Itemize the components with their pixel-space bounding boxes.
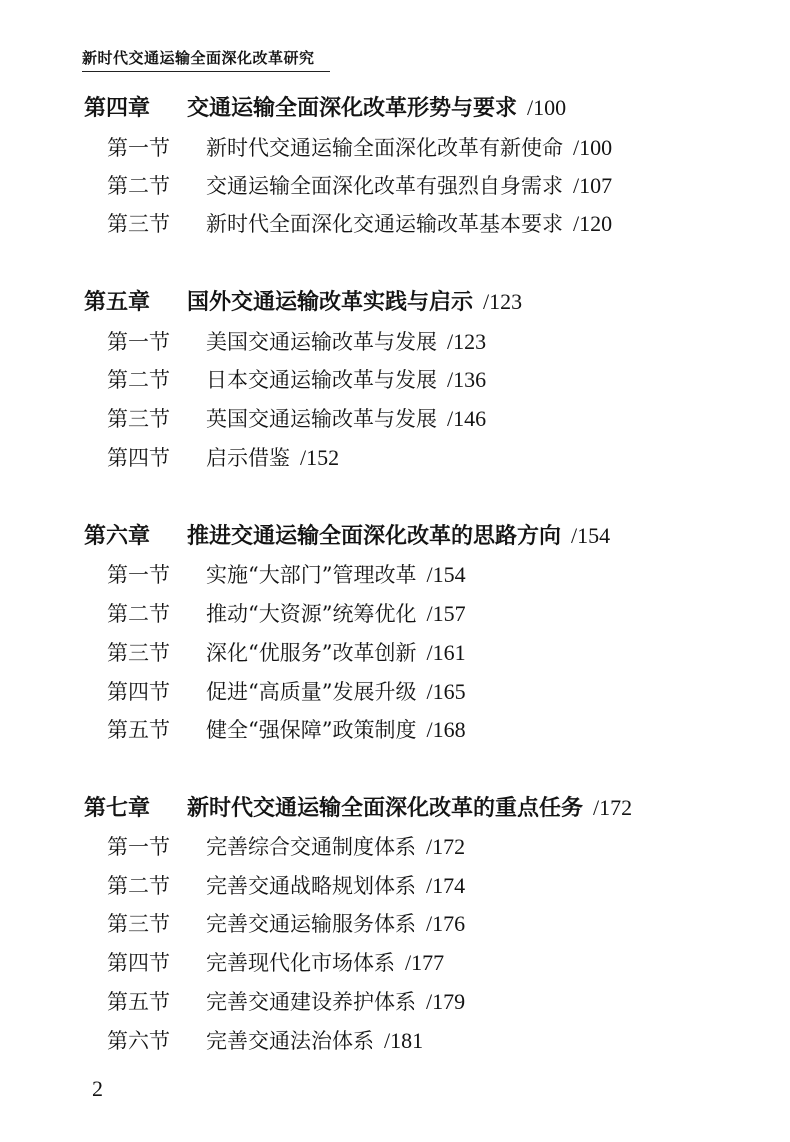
section-page-number: /157 bbox=[426, 601, 466, 626]
section-title: 完善交通战略规划体系 bbox=[206, 874, 416, 898]
toc-section[interactable] bbox=[107, 175, 612, 197]
toc-section[interactable] bbox=[107, 213, 612, 235]
section-label: 第三节 bbox=[107, 407, 170, 431]
chapter-label: 第六章 bbox=[84, 524, 151, 549]
section-page-number: /176 bbox=[426, 911, 466, 936]
section-title: 新时代全面深化交通运输改革基本要求 bbox=[206, 212, 563, 236]
toc-chapter-5[interactable] bbox=[84, 291, 522, 314]
section-title: 完善综合交通制度体系 bbox=[206, 835, 416, 859]
chapter-title: 交通运输全面深化改革形势与要求 bbox=[187, 96, 518, 121]
section-title: 日本交通运输改革与发展 bbox=[206, 368, 437, 392]
toc-section[interactable] bbox=[107, 952, 444, 974]
section-page-number: /161 bbox=[426, 640, 466, 665]
section-page-number: /120 bbox=[573, 211, 613, 236]
section-title: 深化“优服务”改革创新 bbox=[206, 641, 417, 665]
section-label: 第五节 bbox=[107, 718, 170, 742]
section-title: 促进“高质量”发展升级 bbox=[206, 680, 417, 704]
chapter-label: 第四章 bbox=[84, 96, 151, 121]
section-page-number: /172 bbox=[426, 834, 466, 859]
section-title: 交通运输全面深化改革有强烈自身需求 bbox=[206, 174, 563, 198]
section-page-number: /100 bbox=[573, 135, 613, 160]
section-title: 英国交通运输改革与发展 bbox=[206, 407, 437, 431]
chapter-title: 推进交通运输全面深化改革的思路方向 bbox=[187, 524, 562, 549]
chapter-page-number: /100 bbox=[527, 95, 567, 120]
toc-section[interactable] bbox=[107, 1030, 423, 1052]
section-page-number: /181 bbox=[384, 1028, 424, 1053]
section-title: 完善交通建设养护体系 bbox=[206, 990, 416, 1014]
section-page-number: /177 bbox=[405, 950, 445, 975]
running-head: 新时代交通运输全面深化改革研究 bbox=[82, 47, 330, 72]
section-label: 第一节 bbox=[107, 835, 170, 859]
section-label: 第三节 bbox=[107, 641, 170, 665]
toc-section[interactable] bbox=[107, 564, 466, 586]
section-label: 第四节 bbox=[107, 446, 170, 470]
toc-section[interactable] bbox=[107, 331, 486, 353]
section-label: 第二节 bbox=[107, 874, 170, 898]
toc-section[interactable] bbox=[107, 875, 465, 897]
section-page-number: /152 bbox=[300, 445, 340, 470]
section-title: 启示借鉴 bbox=[206, 446, 290, 470]
section-title: 推动“大资源”统筹优化 bbox=[206, 602, 417, 626]
section-label: 第三节 bbox=[107, 212, 170, 236]
section-title: 完善现代化市场体系 bbox=[206, 951, 395, 975]
section-page-number: /168 bbox=[426, 717, 466, 742]
section-page-number: /136 bbox=[447, 367, 487, 392]
section-page-number: /107 bbox=[573, 173, 613, 198]
chapter-page-number: /154 bbox=[571, 523, 611, 548]
toc-chapter-4[interactable] bbox=[84, 97, 566, 120]
chapter-title: 国外交通运输改革实践与启示 bbox=[187, 290, 474, 315]
chapter-label: 第七章 bbox=[84, 796, 151, 821]
toc-section[interactable] bbox=[107, 447, 339, 469]
toc-section[interactable] bbox=[107, 369, 486, 391]
section-page-number: /179 bbox=[426, 989, 466, 1014]
section-page-number: /165 bbox=[426, 679, 466, 704]
section-label: 第五节 bbox=[107, 990, 170, 1014]
section-page-number: /123 bbox=[447, 329, 487, 354]
section-label: 第六节 bbox=[107, 1029, 170, 1053]
toc-section[interactable] bbox=[107, 836, 465, 858]
section-label: 第二节 bbox=[107, 368, 170, 392]
chapter-page-number: /123 bbox=[483, 289, 523, 314]
section-title: 新时代交通运输全面深化改革有新使命 bbox=[206, 136, 563, 160]
section-page-number: /174 bbox=[426, 873, 466, 898]
section-label: 第一节 bbox=[107, 330, 170, 354]
toc-chapter-7[interactable] bbox=[84, 797, 632, 820]
toc-section[interactable] bbox=[107, 137, 612, 159]
page-number: 2 bbox=[92, 1076, 103, 1101]
toc-section[interactable] bbox=[107, 681, 466, 703]
chapter-title: 新时代交通运输全面深化改革的重点任务 bbox=[187, 796, 584, 821]
toc-section[interactable] bbox=[107, 719, 466, 741]
section-label: 第四节 bbox=[107, 951, 170, 975]
section-page-number: /154 bbox=[426, 562, 466, 587]
section-label: 第二节 bbox=[107, 602, 170, 626]
toc-section[interactable] bbox=[107, 408, 486, 430]
toc-section[interactable] bbox=[107, 991, 465, 1013]
section-title: 完善交通法治体系 bbox=[206, 1029, 374, 1053]
section-label: 第三节 bbox=[107, 912, 170, 936]
chapter-label: 第五章 bbox=[84, 290, 151, 315]
toc-chapter-6[interactable] bbox=[84, 525, 610, 548]
toc-section[interactable] bbox=[107, 603, 466, 625]
section-title: 美国交通运输改革与发展 bbox=[206, 330, 437, 354]
section-page-number: /146 bbox=[447, 406, 487, 431]
section-label: 第一节 bbox=[107, 563, 170, 587]
toc-section[interactable] bbox=[107, 642, 466, 664]
section-title: 完善交通运输服务体系 bbox=[206, 912, 416, 936]
section-label: 第二节 bbox=[107, 174, 170, 198]
section-title: 实施“大部门”管理改革 bbox=[206, 563, 417, 587]
section-title: 健全“强保障”政策制度 bbox=[206, 718, 417, 742]
section-label: 第四节 bbox=[107, 680, 170, 704]
chapter-page-number: /172 bbox=[593, 795, 633, 820]
section-label: 第一节 bbox=[107, 136, 170, 160]
toc-section[interactable] bbox=[107, 913, 465, 935]
